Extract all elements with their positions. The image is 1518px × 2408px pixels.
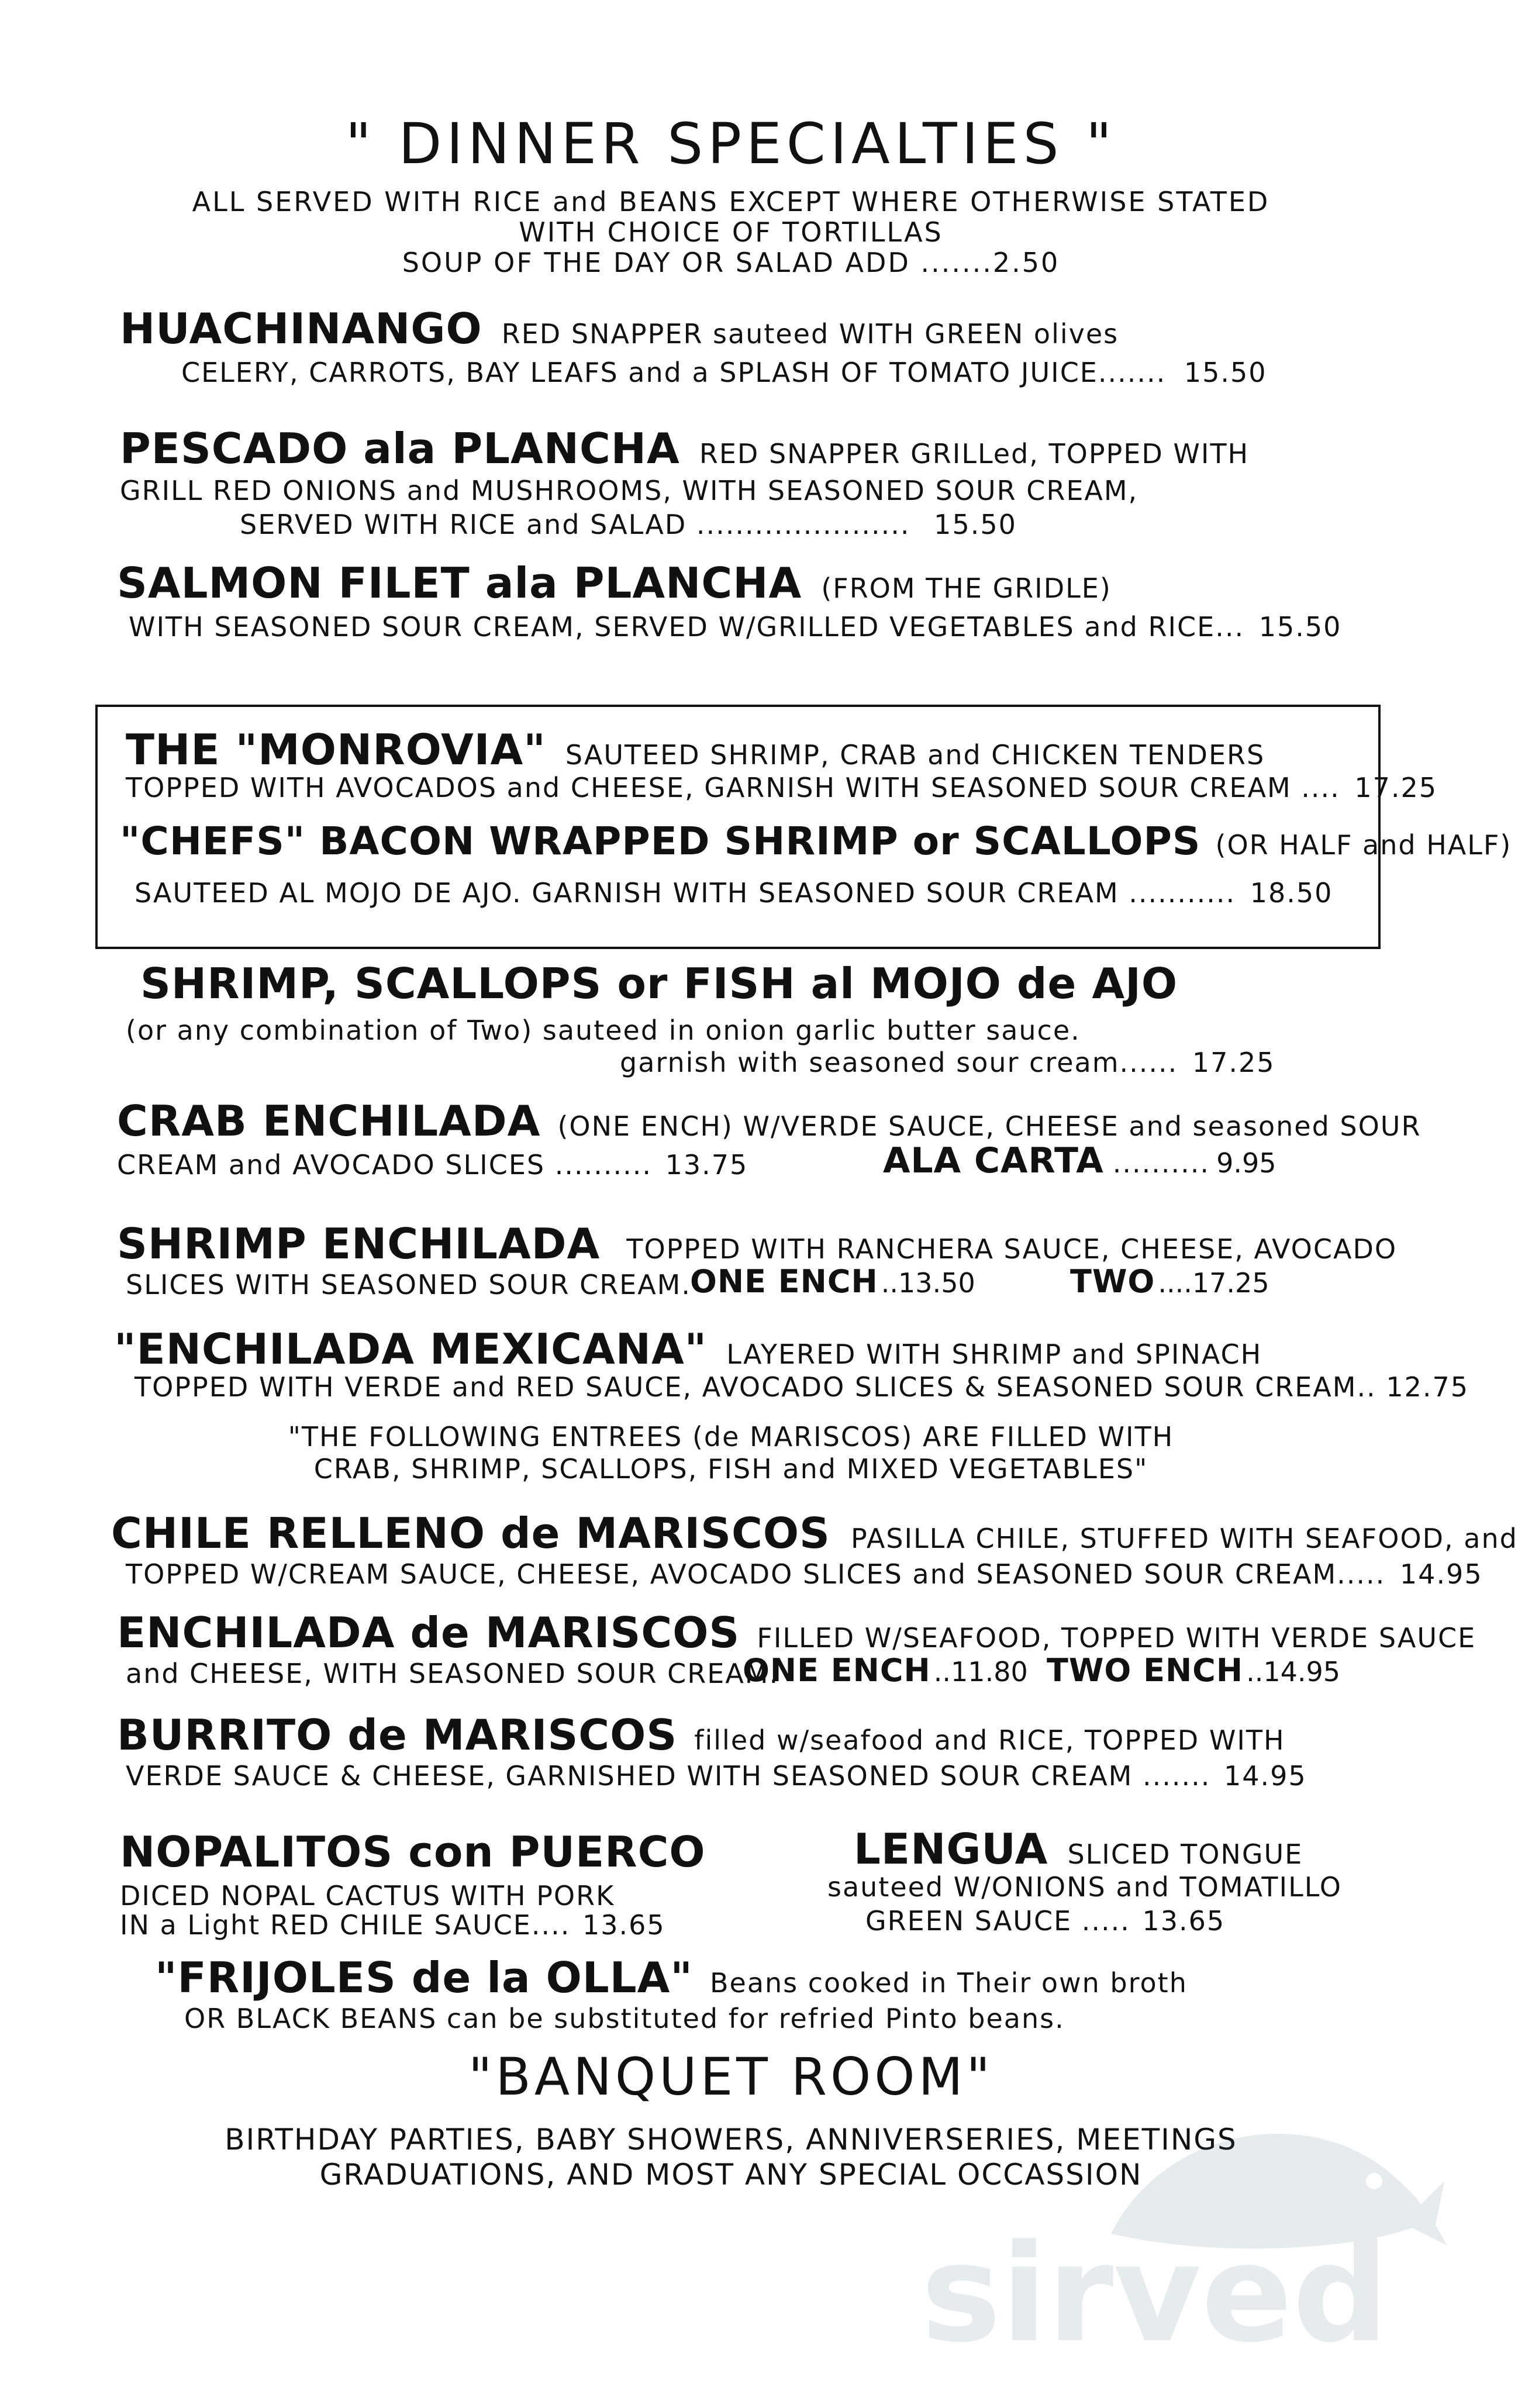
item-note: (ONE ENCH) W/VERDE SAUCE, CHEESE and seasoned SOUR [557,1110,1422,1142]
item-name: "FRIJOLES de la OLLA" [155,1953,693,2002]
item-price: ..13.50 [881,1267,975,1299]
item-desc: SLICES WITH SEASONED SOUR CREAM. [126,1269,691,1300]
item-price: 15.50 [1258,611,1342,643]
menu-item-desc-line [181,357,1267,388]
item-price: 15.50 [1184,357,1267,388]
item-desc: TOPPED W/CREAM SAUCE, CHEESE, AVOCADO SLICES and SEASONED SOUR CREAM..... [126,1558,1386,1590]
menu-item-huachinango [120,304,1119,353]
item-desc: SERVED WITH RICE and SALAD ...................... [240,509,910,540]
one-ench-price [690,1263,975,1300]
item-price: 13.75 [665,1149,748,1181]
menu-item-pescado [120,424,1249,473]
item-name: PESCADO ala PLANCHA [120,424,680,473]
ala-carta-label: ALA CARTA [883,1140,1104,1181]
item-price: 15.50 [934,509,1017,540]
menu-item-enchilada-mexicana [114,1324,1262,1374]
item-note: (OR HALF and HALF) [1215,829,1512,861]
item-desc: OR BLACK BEANS can be substituted for refried Pinto beans. [184,2003,1065,2034]
menu-item-desc-line [865,1905,1225,1937]
item-name: LENGUA [854,1824,1048,1874]
one-ench-price [743,1652,1028,1689]
item-desc: CELERY, CARROTS, BAY LEAFS and a SPLASH OF TOMATO JUICE....... [181,357,1167,388]
item-note: SLICED TONGUE [1067,1838,1303,1870]
item-name: "CHEFS" BACON WRAPPED SHRIMP or SCALLOPS [120,819,1201,864]
item-desc: FILLED W/SEAFOOD, TOPPED WITH VERDE SAUCE [757,1622,1476,1654]
item-desc: RED SNAPPER sauteed WITH GREEN olives [501,318,1119,350]
menu-item-burrito-mariscos [117,1710,1285,1760]
item-price: 17.25 [1354,772,1438,803]
menu-item-desc-line [134,1371,1469,1403]
menu-item-crab-enchilada [117,1096,1421,1146]
item-desc: TOPPED WITH RANCHERA SAUCE, CHEESE, AVOCADO [626,1233,1398,1265]
item-price: 9.95 [1216,1147,1276,1179]
item-name: SHRIMP ENCHILADA [117,1219,601,1268]
item-price: 12.75 [1386,1371,1469,1403]
item-price: 14.95 [1223,1760,1307,1792]
item-price: 13.65 [1142,1905,1226,1937]
item-desc: garnish with seasoned sour cream...... [620,1047,1178,1078]
menu-item-salmon [117,558,1112,608]
menu-item-enchilada-mariscos [117,1608,1476,1657]
menu-item-desc-line [134,877,1333,909]
menu-item-desc-line [126,772,1437,803]
item-desc: PASILLA CHILE, STUFFED WITH SEAFOOD, and [851,1523,1518,1554]
menu-item-frijoles [155,1953,1188,2002]
sirved-watermark [860,2093,1450,2372]
item-price: ..11.80 [933,1656,1028,1688]
header-subtitle-1: ALL SERVED WITH RICE and BEANS EXCEPT WHERE OTHERWISE STATED [192,186,1270,218]
item-desc: GRILL RED ONIONS and MUSHROOMS, WITH SEASONED SOUR CREAM, [120,475,1138,506]
menu-item-desc-line [620,1047,1275,1078]
header-subtitle-2: WITH CHOICE OF TORTILLAS [519,216,943,248]
ala-carta-dots: .......... [1112,1147,1210,1179]
mariscos-note-line-2: CRAB, SHRIMP, SCALLOPS, FISH and MIXED VEGETABLES" [313,1453,1148,1485]
item-desc: and CHEESE, WITH SEASONED SOUR CREAM. [126,1658,779,1689]
menu-item-desc-line [126,1558,1483,1590]
item-desc: GREEN SAUCE ..... [865,1905,1130,1937]
item-name: CHILE RELLENO de MARISCOS [111,1509,830,1558]
item-name: ENCHILADA de MARISCOS [117,1608,740,1657]
banquet-line-2: GRADUATIONS, AND MOST ANY SPECIAL OCCASSION [319,2158,1143,2192]
watermark-text: sirved [921,2216,1389,2372]
item-name: HUACHINANGO [120,304,482,353]
two-ench-price [1070,1263,1269,1300]
menu-item-shrimp-enchilada [117,1219,1397,1268]
item-desc: sauteed W/ONIONS and TOMATILLO [827,1871,1342,1903]
item-name: SHRIMP, SCALLOPS or FISH al MOJO de AJO [140,959,1178,1008]
item-desc: filled w/seafood and RICE, TOPPED WITH [694,1724,1285,1756]
item-desc: SAUTEED AL MOJO DE AJO. GARNISH WITH SEASONED SOUR CREAM ........... [134,877,1236,909]
item-desc: IN a Light RED CHILE SAUCE.... [120,1909,571,1941]
item-desc: VERDE SAUCE & CHEESE, GARNISHED WITH SEASONED SOUR CREAM ....... [126,1760,1211,1792]
item-price: ....17.25 [1158,1267,1269,1299]
item-desc: WITH SEASONED SOUR CREAM, SERVED W/GRILLED VEGETABLES and RICE... [129,611,1245,643]
menu-item-desc-line [129,611,1341,643]
two-ench-label: TWO [1070,1263,1155,1300]
menu-item-desc-line [240,509,1017,540]
item-note: (FROM THE GRIDLE) [821,572,1112,604]
item-desc: TOPPED WITH VERDE and RED SAUCE, AVOCADO SLICES & SEASONED SOUR CREAM.. [134,1371,1376,1403]
header-subtitle-3: SOUP OF THE DAY OR SALAD ADD .......2.50 [402,247,1060,278]
item-name: NOPALITOS con PUERCO [120,1827,706,1876]
menu-item-desc-line [126,1760,1307,1792]
item-name: BURRITO de MARISCOS [117,1710,678,1760]
item-desc: DICED NOPAL CACTUS WITH PORK [120,1880,615,1912]
banquet-line-1: BIRTHDAY PARTIES, BABY SHOWERS, ANNIVERSERIES, MEETINGS [225,2123,1237,2157]
menu-item-lengua [854,1824,1303,1874]
banquet-title: "BANQUET ROOM" [468,2047,993,2107]
ala-carta [883,1140,1276,1181]
item-desc: SAUTEED SHRIMP, CRAB and CHICKEN TENDERS [565,739,1265,771]
item-name: CRAB ENCHILADA [117,1096,541,1146]
one-ench-label: ONE ENCH [690,1263,878,1300]
item-desc: Beans cooked in Their own broth [709,1967,1188,1999]
item-name: THE "MONROVIA" [126,725,546,774]
item-name: "ENCHILADA MEXICANA" [114,1324,708,1374]
item-price: 18.50 [1250,877,1333,909]
mariscos-note-line-1: "THE FOLLOWING ENTREES (de MARISCOS) ARE FILLED WITH [288,1421,1174,1453]
item-desc: RED SNAPPER GRILLed, TOPPED WITH [699,438,1250,470]
item-price: 14.95 [1399,1558,1483,1590]
menu-item-desc-line [117,1149,748,1181]
menu-item-desc-line [120,1909,665,1941]
item-desc: (or any combination of Two) sauteed in onion garlic butter sauce. [126,1015,1081,1046]
item-name: SALMON FILET ala PLANCHA [117,558,802,608]
item-price: ..14.95 [1246,1656,1341,1688]
item-price: 17.25 [1192,1047,1275,1078]
one-ench-label: ONE ENCH [743,1652,931,1689]
menu-item-chile-relleno [111,1509,1518,1558]
menu-item-monrovia [126,725,1265,774]
page-title: " DINNER SPECIALTIES " [345,111,1117,177]
two-ench-label: TWO ENCH [1047,1652,1244,1689]
item-desc: LAYERED WITH SHRIMP and SPINACH [726,1338,1262,1370]
item-desc: CREAM and AVOCADO SLICES .......... [117,1149,652,1181]
item-price: 13.65 [582,1909,665,1941]
two-ench-price [1047,1652,1340,1689]
menu-item-chefs [120,819,1512,864]
item-desc: TOPPED WITH AVOCADOS and CHEESE, GARNISH WITH SEASONED SOUR CREAM .... [126,772,1340,803]
